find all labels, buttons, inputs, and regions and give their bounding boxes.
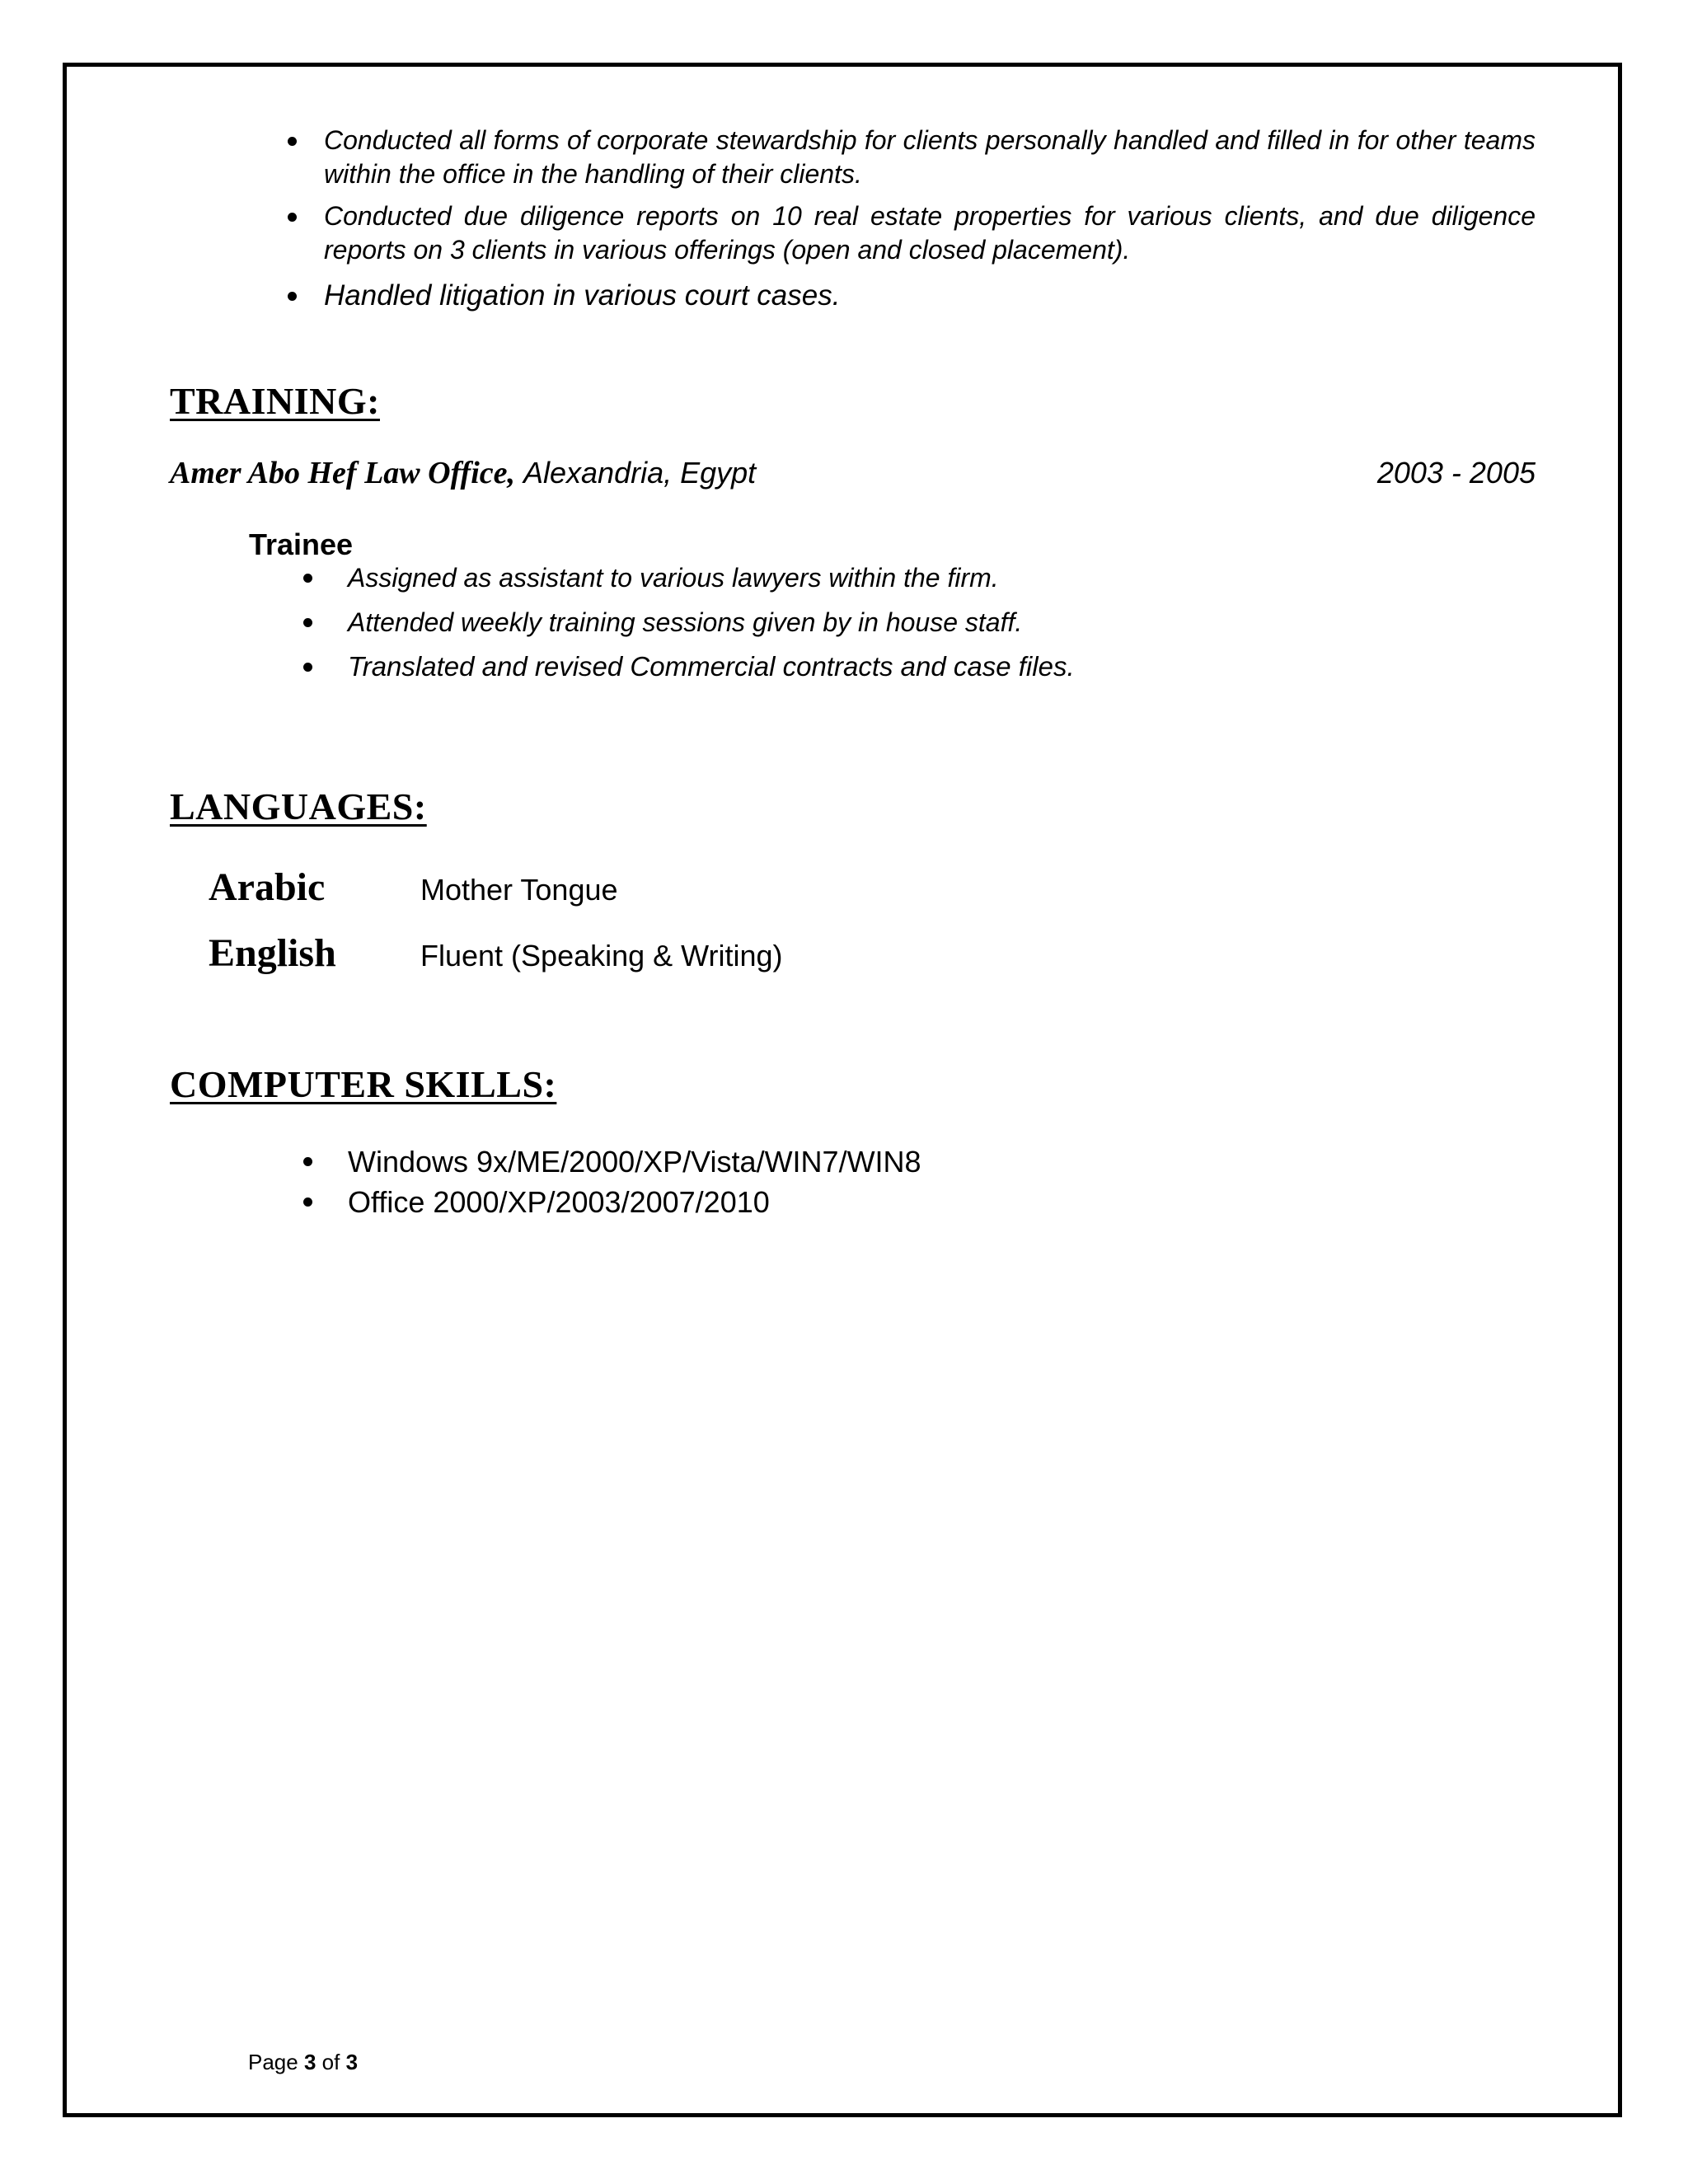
bullet-icon (303, 574, 312, 583)
computer-skills-heading: COMPUTER SKILLS: (170, 1063, 557, 1105)
skill-item (348, 1141, 1502, 1182)
skill-item (348, 1182, 1502, 1222)
language-row (209, 865, 1198, 922)
of-label: of (321, 2050, 340, 2074)
experience-bullet-text: Conducted due diligence reports on 10 real estate properties for various clients, and due diligence reports on 3 clients in various offerings (open and closed placement). (324, 201, 1536, 265)
bullet-icon (288, 292, 297, 301)
language-level: Mother Tongue (420, 873, 618, 907)
bullet-icon (303, 1157, 312, 1166)
employment-dates: 2003 - 2005 (1376, 456, 1536, 490)
training-bullet (348, 650, 1502, 683)
computer-skills-list (348, 1141, 1502, 1222)
page-label: Page (248, 2050, 298, 2074)
training-bullet (348, 606, 1502, 639)
training-heading: TRAINING: (170, 380, 380, 422)
experience-bullet-list (324, 124, 1536, 313)
experience-bullet-text: Conducted all forms of corporate stewardship for clients personally handled and filled in for other teams within the office in the handling of their clients. (324, 125, 1536, 189)
languages-heading: LANGUAGES: (170, 785, 427, 827)
total-pages-number: 3 (345, 2050, 359, 2074)
language-level: Fluent (Speaking & Writing) (420, 939, 783, 972)
language-name: English (209, 931, 336, 975)
employer-location: Alexandria, Egypt (523, 456, 757, 490)
experience-bullet (324, 199, 1536, 267)
training-bullet-list (348, 561, 1502, 695)
bullet-icon (288, 137, 297, 146)
current-page-number: 3 (303, 2050, 316, 2074)
language-row (209, 930, 1198, 988)
experience-bullet (324, 279, 1536, 313)
bullet-icon (303, 1197, 312, 1207)
training-bullet-text: Translated and revised Commercial contracts and case files. (348, 651, 1075, 682)
training-employer-line (170, 455, 1536, 491)
skill-text: Office 2000/XP/2003/2007/2010 (348, 1185, 770, 1219)
role-title: Trainee (249, 527, 354, 561)
bullet-icon (288, 213, 297, 222)
training-bullet-text: Attended weekly training sessions given by in house staff. (348, 607, 1023, 637)
training-bullet (348, 561, 1502, 594)
bullet-icon (303, 663, 312, 672)
experience-bullet (324, 124, 1536, 191)
training-bullet-text: Assigned as assistant to various lawyers within the firm. (348, 563, 999, 593)
experience-bullet-text: Handled litigation in various court cases. (324, 279, 841, 312)
bullet-icon (303, 618, 312, 627)
language-name: Arabic (209, 865, 326, 909)
page-number-footer (248, 2050, 358, 2075)
skill-text: Windows 9x/ME/2000/XP/Vista/WIN7/WIN8 (348, 1145, 921, 1179)
employer-name: Amer Abo Hef Law Office, (170, 456, 515, 490)
